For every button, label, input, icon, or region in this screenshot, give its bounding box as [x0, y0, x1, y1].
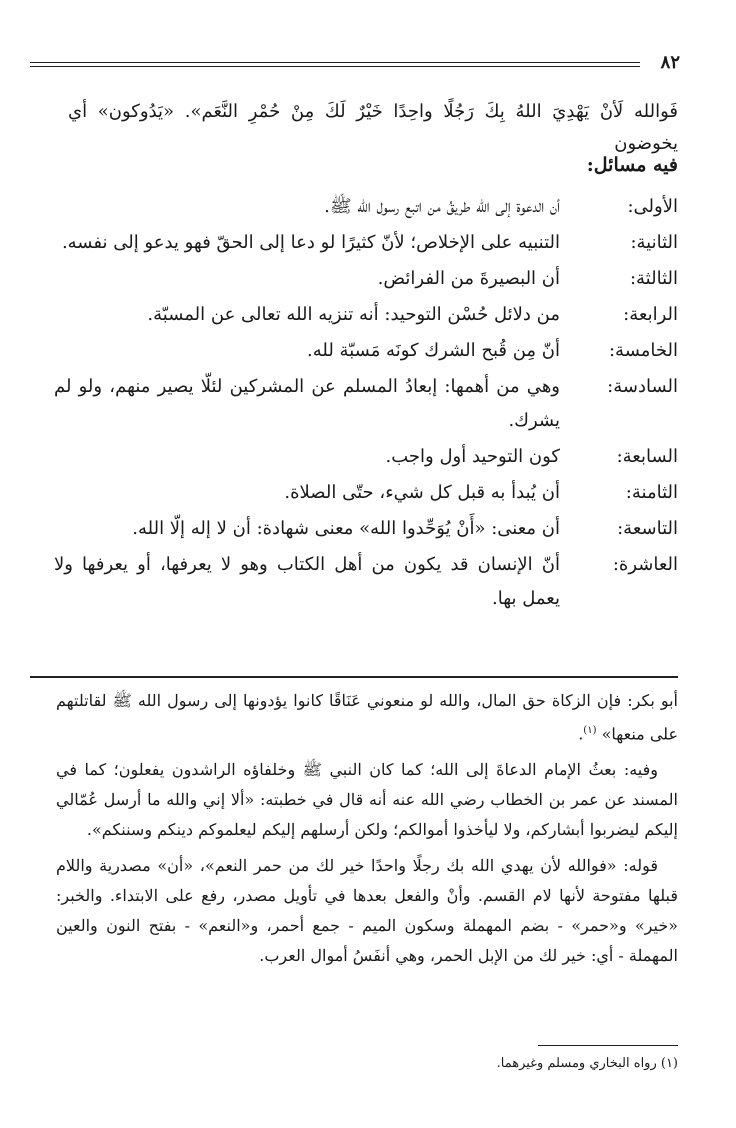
- issue-item: [54, 298, 678, 332]
- issue-text: من دلائل حُسْن التوحيد: أنه تنزيه الله تعالى عن المسبّة.: [147, 304, 560, 325]
- section-title: فيه مسائل:: [586, 154, 678, 176]
- issue-text: كون التوحيد أول واجب.: [385, 446, 560, 467]
- header-rule: [30, 62, 640, 67]
- issue-label: السابعة:: [616, 446, 678, 467]
- issue-label: الثالثة:: [629, 268, 678, 289]
- issue-item: [54, 334, 678, 368]
- issue-item: [54, 548, 678, 616]
- commentary: [56, 686, 678, 977]
- issue-text: أن الدعوة إلى الله طريقُ من اتبع رسول الله ﷺ.: [324, 196, 560, 217]
- issue-label: الرابعة:: [623, 304, 678, 325]
- issue-item: [54, 476, 678, 510]
- footnote-ref[interactable]: (١): [583, 725, 597, 736]
- issue-item: [54, 512, 678, 546]
- issue-item: [54, 370, 678, 438]
- issue-text: وهي من أهمها: إبعادُ المسلم عن المشركين لئلّا يصير منهم، ولو لم يشرك.: [54, 376, 560, 431]
- intro-paragraph: فَوالله لَأنْ يَهْدِيَ اللهُ بِكَ رَجُلًا واحِدًا خَيْرٌ لَكَ مِنْ حُمْرِ النَّعَم». «يَدُوكون» أي يخوضون: [68, 101, 678, 154]
- issue-text: أنّ مِن قُبح الشرك كونَه مَسبّة لله.: [307, 340, 560, 361]
- commentary-paragraph: [56, 686, 678, 749]
- issue-text: أن يُبدأ به قبل كل شيء، حتّى الصلاة.: [284, 482, 560, 503]
- issue-text: أن معنى: «أَنْ يُوَحِّدوا الله» معنى شهادة: أن لا إله إلّا الله.: [132, 518, 560, 539]
- issue-item: [54, 226, 678, 260]
- issue-text: أنّ الإنسان قد يكون من أهل الكتاب وهو لا يعرفها، أو يعرفها ولا يعمل بها.: [54, 554, 560, 609]
- page-header: [30, 52, 680, 72]
- commentary-paragraph: وفيه: بعثُ الإمام الدعاةَ إلى الله؛ كما كان النبي ﷺ وخلفاؤه الراشدون يفعلون؛ كما في المسند عن عمر بن الخطاب رضي الله عنه أنه قال في خطبته: «ألا إني والله ما أرسل عُمّالي إليكم ليضربوا أبشاركم، ولا ليأخذوا أموالكم؛ ولكن أرسلهم إليكم ليعلموكم دينكم وسننكم».: [56, 760, 678, 840]
- issue-item: [54, 262, 678, 296]
- issue-label: الثانية:: [630, 232, 678, 253]
- commentary-paragraph: قوله: «فوالله لأن يهدي الله بك رجلًا واحدًا خير لك من حمر النعم»، «أن» مصدرية واللام قبلها مفتوحة لأنها لام القسم. وأنْ والفعل بعدها في تأويل مصدر، رفع على الابتداء. والخبر: «خير» و«حمر» - بضم المهملة وسكون الميم - جمع أحمر، و«النعم» - بفتح النون والعين المهملة - أي: خير لك من الإبل الحمر، وهي أنفَسُ أموال العرب.: [56, 856, 678, 966]
- footnote-rule: [538, 1045, 678, 1046]
- issues-list: [54, 190, 678, 618]
- issue-item: [54, 190, 678, 224]
- issue-label: التاسعة:: [617, 518, 678, 539]
- issue-label: الثامنة:: [625, 482, 678, 503]
- issue-label: الأولى:: [627, 196, 678, 217]
- commentary-period: .: [578, 724, 584, 744]
- issue-label: السادسة:: [607, 376, 678, 397]
- issue-text: أن البصيرةَ من الفرائض.: [377, 268, 560, 289]
- issue-text: التنبيه على الإخلاص؛ لأنّ كثيرًا لو دعا إلى الحقّ فهو يدعو إلى نفسه.: [61, 232, 560, 253]
- issue-item: [54, 440, 678, 474]
- page-number: ٨٢: [660, 52, 680, 73]
- footnote: (١) رواه البخاري ومسلم وغيرهما.: [496, 1056, 678, 1071]
- issue-label: العاشرة:: [612, 554, 678, 575]
- commentary-divider: [30, 676, 678, 678]
- commentary-text: أبو بكر: فإن الزكاة حق المال، والله لو منعوني عَنَاقًا كانوا يؤدونها إلى رسول الله ﷺ لقاتلتهم على منعها»: [56, 691, 678, 744]
- issue-label: الخامسة:: [608, 340, 678, 361]
